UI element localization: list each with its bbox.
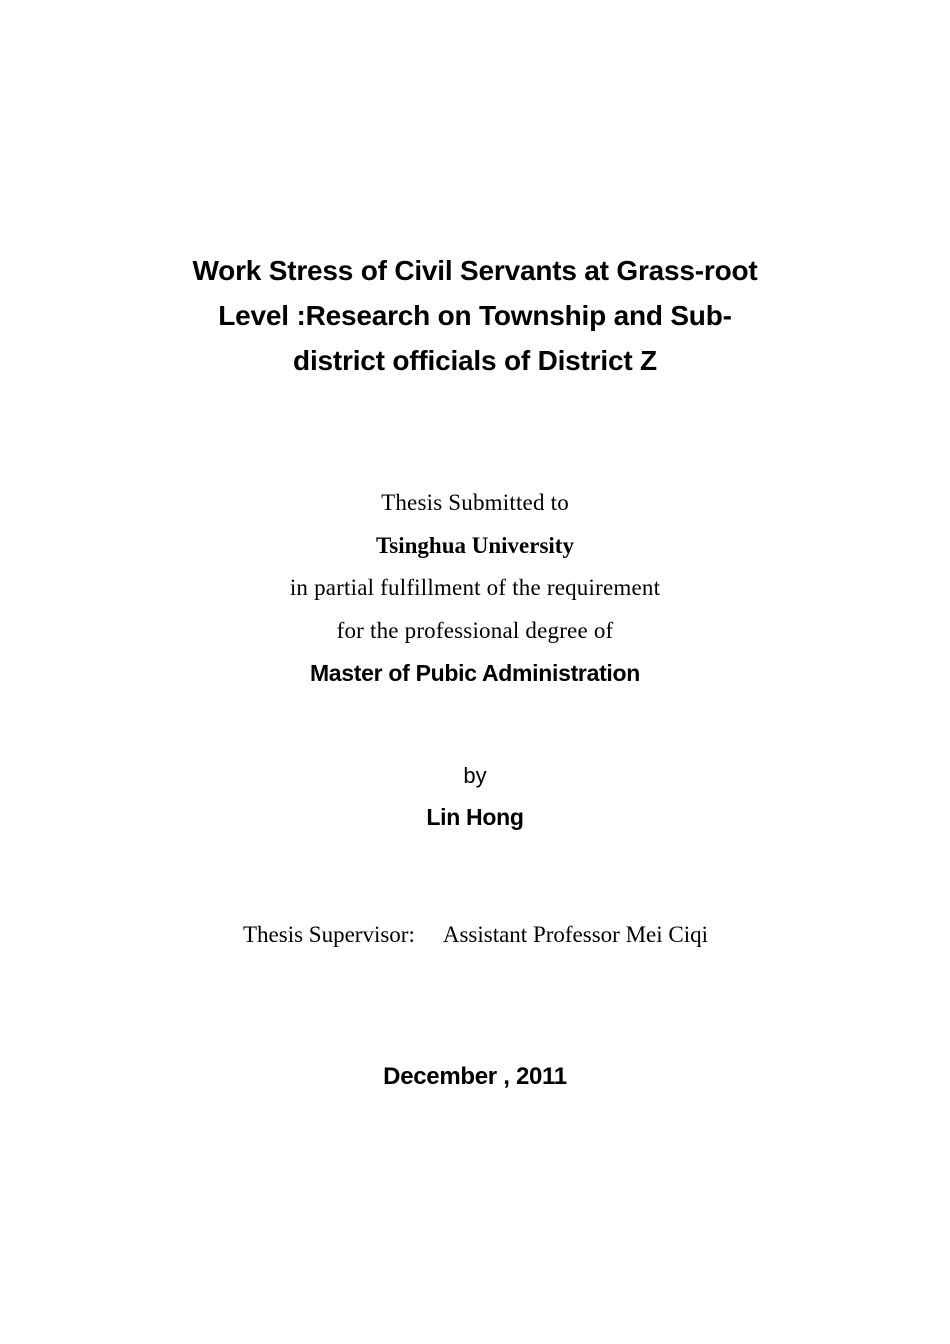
thesis-title-line-2: Level :Research on Township and Sub-	[218, 300, 732, 331]
fulfillment-text: in partial fulfillment of the requirement	[289, 575, 661, 600]
degree-name: Master of Pubic Administration	[309, 660, 641, 686]
supervisor-name: Assistant Professor Mei Ciqi	[442, 922, 708, 947]
submission-date: December , 2011	[383, 1063, 567, 1090]
author-name: Lin Hong	[426, 804, 524, 830]
thesis-title-line-3: district officials of District Z	[293, 345, 657, 376]
supervisor-label: Thesis Supervisor:	[243, 922, 415, 947]
supervisor-line	[243, 922, 708, 948]
degree-intro-text: for the professional degree of	[336, 618, 614, 643]
submitted-to-text: Thesis Submitted to	[381, 490, 569, 515]
thesis-title-line-1: Work Stress of Civil Servants at Grass-root	[192, 255, 758, 286]
university-name: Tsinghua University	[376, 533, 574, 558]
by-text: by	[463, 763, 487, 788]
thesis-title	[125, 248, 825, 383]
